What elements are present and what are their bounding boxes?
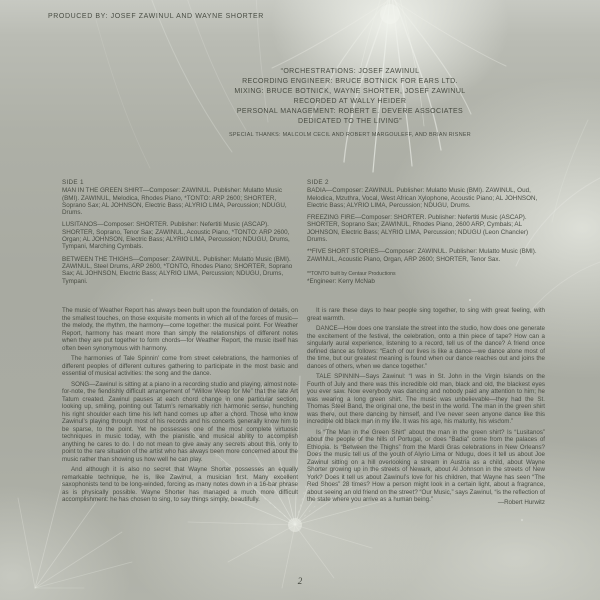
- track-lusitanos: LUSITANOS—Composer: SHORTER. Publisher: Nefertiti Music (ASCAP). SHORTER, Soprano, Tenor Sax; ZAWINUL, Acoustic Piano, *TONTO: ARP 2600, Organ; AL JOHNSON, Electric Bass; ALYRIO LIMA, Percussion; NDUGU, Drums, Tympani, Marching Cymbals.: [62, 221, 290, 251]
- credit-line-management: PERSONAL MANAGEMENT: ROBERT E. DEVERE ASSOCIATES: [236, 108, 464, 115]
- footnote-tonto: **TONTO built by Centaur Productions: [307, 270, 396, 277]
- credit-line-recording-engineer: RECORDING ENGINEER: BRUCE BOTNICK FOR EARS LTD.: [242, 78, 458, 85]
- liner-paragraph: It is rare these days to hear people sing together, to sing with great feeling, with great warmth.: [307, 307, 545, 322]
- track-five-short-stories: **FIVE SHORT STORIES—Composer: ZAWINUL. Publisher: Mulatto Music (BMI). ZAWINUL, Acoustic Piano, Organ, ARP 2600; SHORTER, Tenor Sax.: [307, 248, 537, 263]
- track-man-in-the-green-shirt: MAN IN THE GREEN SHIRT—Composer: ZAWINUL. Publisher: Mulatto Music (BMI). ZAWINUL, Melodica, Rhodes Piano, *TONTO: ARP 2600; SHORTER, Soprano Sax; AL JOHNSON, Electric Bass; ALYRIO LIMA, Percussion; NDUGU, Drums.: [62, 187, 287, 217]
- credit-line-mixing: MIXING: BRUCE BOTNICK, WAYNE SHORTER, JOSEF ZAWINUL: [234, 88, 466, 95]
- side1-track-list: [62, 179, 298, 290]
- liner-paragraph: Is “The Man in the Green Shirt” about the man in the green shirt? Is “Lusitanos” about the people of the hills of Portugal, or does “Badia” come from the palaces of Ethiopia. Is “Between the Thighs” from the Mardi Gras celebrations in New Orleans? Does the music tell us of the youth of Alyrio Lima or Ndugu, does it tell us about Joe Zawinul sitting on a hill overlooking a stream in Austria as a child, about Wayne Shorter growing up in the streets of Newark, about Al Johnson in the streets of New York? Does it tell us about Zawinul’s love for his children, that Wayne has seen “The Red Shoes” 28 times? How a person might look in a certain light, about a fragrance, about seeing an old friend on the street? “Our Music,” says Zawinul, “is the reflection of the state where you arrive as a human being.”: [307, 428, 545, 503]
- page-number: 2: [297, 576, 303, 586]
- track-freezing-fire: FREEZING FIRE—Composer: SHORTER. Publisher: Nefertiti Music (ASCAP). SHORTER, Soprano Sax; ZAWINUL, Rhodes Piano, 2600 ARP, Cymbals; AL JOHNSON, Electric Bass; ALYRIO LIMA, Percussion; NDUGU (Leon Chancler) Drums.: [307, 214, 529, 244]
- track-between-the-thighs: BETWEEN THE THIGHS—Composer: ZAWINUL. Publisher: Mulatto Music (BMI). ZAWINUL, Steel Drums, ARP 2600, *TONTO, Rhodes Piano; SHORTER, Soprano Sax; AL JOHNSON, Electric Bass; ALYRIO LIMA, Percussion; NDUGU, Drums, Tympani.: [62, 255, 293, 285]
- liner-notes-left-column: [62, 307, 298, 507]
- credit-line-orchestrations: “ORCHESTRATIONS: JOSEF ZAWINUL: [280, 68, 420, 75]
- credits-block: [140, 67, 560, 140]
- liner-paragraph: SONG—Zawinul is sitting at a piano in a recording studio and playing, almost note-for-note, the fiendishly difficult arrangement of “Willow Weep for Me” that the late Art Tatum created. Zawinul pauses at each chord change in one particular section, looking up, smiling, pointing out Tatum’s remarkably rich harmonic sense, hunching his right shoulder each time his left hand comes up after a chord. Those who know Zawinul’s playing through most of his records and his concerts generally know him to be sparse, to the point. Yet he possesses one of the most complete virtuosic techniques in music today, with the pianistic and musical ability to accomplish anything he cares to do. I do not mean to give away any secrets about this, only to point to the rare situation of the artist who has always been more concerned about the music rather than showing us how well he can play.: [62, 380, 298, 463]
- liner-notes-right-column: [307, 307, 545, 507]
- special-thanks: SPECIAL THANKS: MALCOLM CECIL AND ROBERT MARGOULEFF, AND BRIAN RISNER: [229, 132, 471, 138]
- footnote-engineer: *Engineer: Kerry McNab: [307, 278, 375, 286]
- produced-by-credit: PRODUCED BY: JOSEF ZAWINUL AND WAYNE SHORTER: [48, 13, 264, 20]
- liner-paragraph: TALE SPINNIN—Says Zawinul: “I was in St. John in the Virgin Islands on the Fourth of July and there was this incredible old man, black and old, the blackest eyes you ever saw. Now everybody was dancing and nobody paid any attention to him; he was wearing a long green shirt. The music was unbelievable—they had the St. Thomas Steel Band, the original one, the best in the world. The man in the green shirt was there, out there dancing by himself, and I’ve never seen anyone dance like this incredible old black man in my life. It was his age, his maturity, his wisdom.”: [307, 373, 545, 425]
- side2-heading: SIDE 2: [307, 179, 329, 186]
- credit-line-recorded-at: RECORDED AT WALLY HEIDER: [293, 98, 407, 105]
- liner-paragraph: DANCE—How does one translate the street into the studio, how does one generate the excitement of the festival, the celebration, onto a thin piece of tape? How can a singularly aural experience, listening to a record, tell us of the dance? A friend once defined dance as follows: “Each of our lives is like a dance—we dance alone most of the time, but our greatest meaning is found when our dance reaches out and joins the dances of others, when we dance together.”: [307, 325, 545, 370]
- liner-paragraph: The harmonies of Tale Spinnin’ come from street celebrations, the harmonies of different peoples of different cultures gathering to participate in the most basic and essential of musical activities: the song and the dance.: [62, 355, 298, 377]
- liner-paragraph: The music of Weather Report has always been built upon the foundation of details, on the smallest touches, on those exquisite moments in which all of the forces of music—the melody, the rhythm, the harmony—come together: the musical point. For Weather Report, harmony has meant more than simply the relationships of different notes when they are put together to form chords—for Weather Report, the music itself has often been synonymous with harmony.: [62, 307, 298, 352]
- credit-line-dedication: DEDICATED TO THE LIVING”: [298, 118, 402, 125]
- author-attribution: —Robert Hurwitz: [497, 499, 545, 506]
- liner-paragraph: And although it is also no secret that Wayne Shorter possesses an equally remarkable technique, he is, like Zawinul, a musician first. Many excellent saxophonists tend to be long-winded, forcing as many notes down in a 16-bar phrase as is physically possible. Wayne Shorter has managed a much more difficult accomplishment: he has chosen to sing, to say things simply, beautifully.: [62, 466, 298, 503]
- track-badia: BADIA—Composer: ZAWINUL. Publisher: Mulatto Music (BMI). ZAWINUL, Oud, Melodica, Mzuthra, Vocal, West African Xylophone, Acoustic Piano; AL JOHNSON, Electric Bass; ALYRIO LIMA, Percussion; NDUGU, Drums.: [307, 187, 538, 209]
- side1-heading: SIDE 1: [62, 179, 84, 186]
- side2-track-list: [307, 179, 545, 286]
